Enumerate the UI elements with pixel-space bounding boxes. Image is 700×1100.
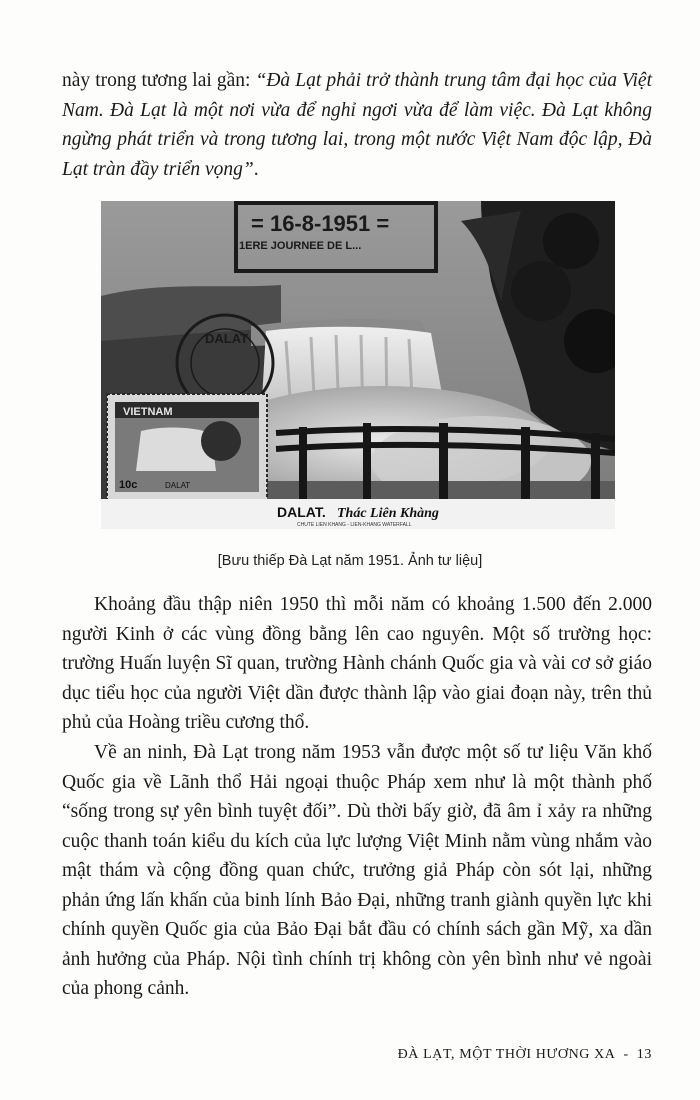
stamp-date-text: = 16-8-1951 = xyxy=(251,211,390,236)
intro-quote: “Đà Lạt phải trở thành trung tâm đại học của Việt Nam. Đà Lạt là một nơi vừa để nghỉ ngơi vừa để làm việc. Đà Lạt không ngừng phát triển và trong tương lai, trong một nước Việt Nam độc lập, Đà Lạt tràn đầy triển vọng” xyxy=(62,70,652,180)
postcard-illustration xyxy=(101,201,615,529)
intro-lead-text: này trong tương lai gần: xyxy=(62,70,256,91)
intro-paragraph xyxy=(62,66,652,184)
stamp-country-text: VIETNAM xyxy=(123,406,173,418)
body-paragraph-2: Về an ninh, Đà Lạt trong năm 1953 vẫn được một số tư liệu Văn khố Quốc gia về Lãnh thổ Hải ngoại thuộc Pháp xem như là một thành phố “sống trong sự yên bình tuyệt đối”. Dù thời bấy giờ, đã âm ỉ xảy ra những cuộc thanh toán kiểu du kích của lực lượng Việt Minh nằm vùng nhắm vào mật thám và cộng đồng quan chức, trưởng giả Pháp còn sót lại, những phản ứng lấn khấn của binh lính Bảo Đại, những tranh giành quyền lực khi chính quyền Quốc gia của Bảo Đại bắt đầu có chính sách gần Mỹ, xa dần ảnh hưởng của Pháp. Nội tình chính trị không còn yên bình như vẻ ngoài của phong cảnh. xyxy=(62,742,652,999)
postage-stamp xyxy=(107,394,267,500)
running-title: ĐÀ LẠT, MỘT THỜI HƯƠNG XA xyxy=(397,1047,616,1062)
stamp-value-text: 10c xyxy=(119,479,138,491)
intro-tail: . xyxy=(253,158,259,180)
postmark-text: DALAT xyxy=(205,331,249,346)
figure-caption: [Bưu thiếp Đà Lạt năm 1951. Ảnh tư liệu] xyxy=(217,553,483,569)
stamp-line2-text: 1ERE JOURNEE DE L... xyxy=(239,240,362,252)
footer-separator: - xyxy=(623,1047,629,1062)
body-paragraph-1: Khoảng đầu thập niên 1950 thì mỗi năm có khoảng 1.500 đến 2.000 người Kinh ở các vùng đồng bằng lên cao nguyên. Một số trường học: trường Huấn luyện Sĩ quan, trường Hành chánh Quốc gia và vài cơ sở giáo dục tiểu học của người Việt dần được thành lập vào giai đoạn này, trên thủ phủ của Hoàng triều cương thổ. xyxy=(62,594,652,733)
page-footer xyxy=(398,1047,652,1063)
card-label-main: DALAT. xyxy=(277,504,326,520)
stamp-place-text: DALAT xyxy=(165,481,191,490)
card-label-script: Thác Liên Khàng xyxy=(337,506,439,521)
postcard-photo xyxy=(101,201,615,529)
card-label-sub: CHUTE LIEN KHANG - LIEN-KHANG WATERFALL xyxy=(297,522,412,528)
page-number: 13 xyxy=(636,1047,652,1062)
